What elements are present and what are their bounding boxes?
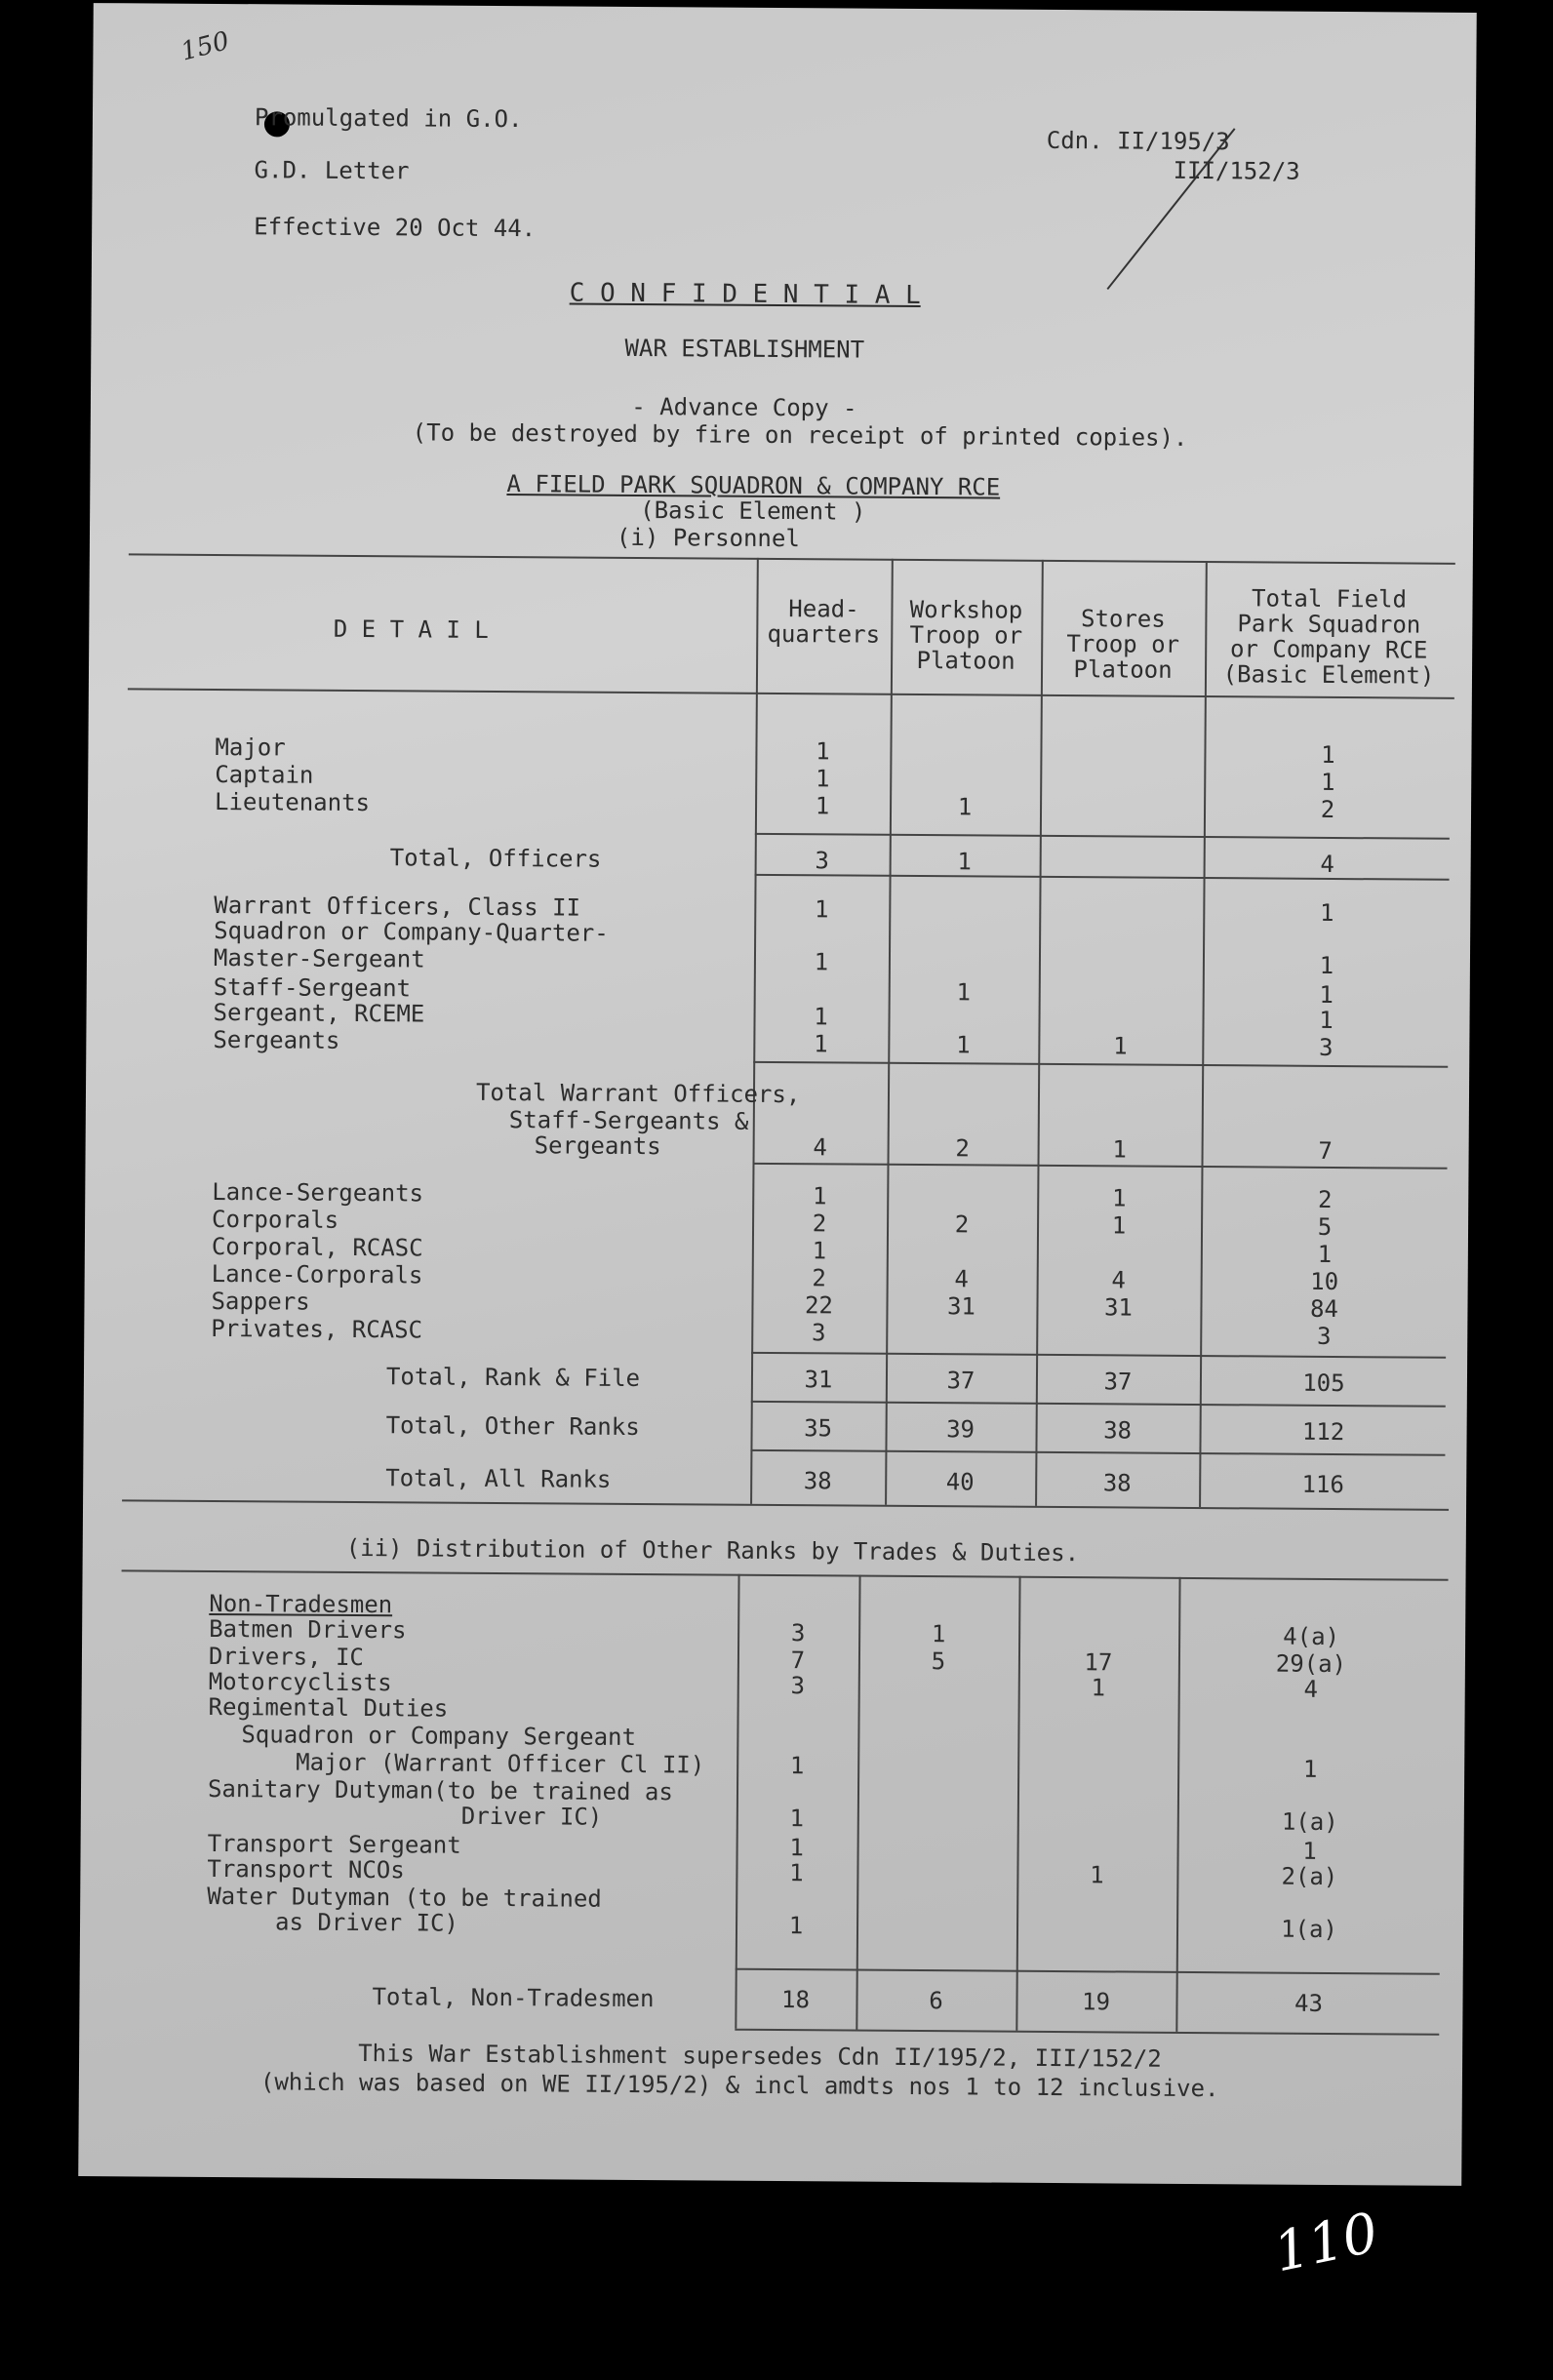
cell-ws: 1 (957, 793, 973, 821)
cell-st (1040, 1083, 1200, 1084)
cell-tot: 1 (1321, 740, 1335, 769)
cell-tot: 112 (1301, 1417, 1345, 1447)
cell-ws (858, 1913, 1015, 1914)
cell-st (1041, 950, 1201, 951)
confidential-heading: C O N F I D E N T I A L (569, 278, 921, 311)
st-header-1: Stores (1080, 605, 1166, 633)
cell-hq: 1 (812, 1182, 827, 1210)
cell-hq: 2 (812, 1264, 827, 1292)
row-label: Squadron or Company-Quarter- (214, 916, 609, 947)
row-label: Batmen Drivers (209, 1614, 407, 1645)
cell-tot: 1(a) (1281, 1807, 1338, 1837)
cell-st (1019, 1836, 1175, 1837)
basic-element: (Basic Element ) (640, 496, 866, 526)
cell-ws (891, 896, 1037, 897)
cell-hq: 22 (804, 1291, 834, 1320)
cell-ws (859, 1835, 1015, 1836)
cell-ws (893, 738, 1039, 739)
cell-tot: 1 (1317, 1240, 1333, 1268)
cell-st: 17 (1084, 1648, 1113, 1677)
cell-ws (889, 1183, 1035, 1184)
cell-ws (860, 1595, 1016, 1596)
cell-st: 1 (1111, 1184, 1127, 1212)
cell-st: 1 (1112, 1135, 1127, 1164)
row-label: Captain (215, 760, 314, 789)
cell-tot: 29(a) (1275, 1649, 1347, 1679)
row-label: Major (Warrant Officer Cl II) (296, 1748, 705, 1779)
cell-ws: 39 (946, 1415, 976, 1444)
tot-header-3: or Company RCE (1229, 635, 1428, 664)
trades-total-bottom (735, 2029, 1439, 2036)
cell-ws: 2 (955, 1134, 970, 1163)
cell-hq: 3 (790, 1672, 806, 1700)
cell-hq: 35 (804, 1414, 833, 1443)
row-label: Total, Officers (389, 844, 602, 873)
supersedes-line-2: (which was based on WE II/195/2) & incl amdts nos 1 to 12 inclusive. (259, 2068, 1219, 2103)
row-label: Sergeants (213, 1025, 340, 1054)
reference-1: Cdn. II/195/3 (1046, 126, 1230, 156)
cell-ws: 40 (945, 1468, 975, 1496)
cell-st (1019, 1781, 1175, 1782)
cell-hq: 3 (790, 1619, 806, 1647)
cell-tot: 1 (1319, 1006, 1334, 1034)
cell-tot: 3 (1319, 1033, 1334, 1061)
cell-st: 4 (1111, 1266, 1126, 1294)
row-label: Drivers, IC (208, 1642, 365, 1672)
cell-ws: 5 (931, 1647, 946, 1676)
destroy-note: (To be destroyed by fire on receipt of printed copies). (412, 418, 1188, 452)
row-label: Water Dutyman (to be trained (207, 1882, 602, 1913)
cell-tot: 7 (1318, 1136, 1333, 1165)
document-page (78, 3, 1477, 2186)
row-label: Total, Other Ranks (385, 1411, 640, 1442)
cell-ws (890, 1082, 1036, 1083)
row-label: Warrant Officers, Class II (214, 891, 581, 922)
cell-st: 19 (1081, 1988, 1111, 2016)
cell-st: 1 (1090, 1861, 1104, 1889)
row-label: Total, Non-Tradesmen (372, 1983, 655, 2013)
st-header-2: Troop or (1066, 630, 1180, 658)
cell-st (1019, 1726, 1175, 1727)
row-label: Corporal, RCASC (211, 1232, 423, 1262)
cell-tot: 2 (1317, 1185, 1333, 1213)
cell-hq: 18 (780, 1986, 811, 2014)
cell-hq: 7 (790, 1646, 806, 1675)
tot-header-4: (Basic Element) (1222, 660, 1435, 690)
cell-st: 31 (1103, 1293, 1134, 1322)
table-mid-rule (122, 1499, 1449, 1510)
tot-header-2: Park Squadron (1237, 610, 1421, 639)
cell-tot: 105 (1302, 1368, 1345, 1398)
cell-hq: 1 (816, 737, 830, 766)
cell-ws: 4 (954, 1265, 969, 1293)
cell-tot: 5 (1317, 1212, 1333, 1241)
cell-tot: 1 (1319, 951, 1334, 979)
cell-st (1042, 767, 1202, 768)
cell-hq (739, 1594, 856, 1595)
cell-ws (860, 1698, 1016, 1699)
cell-ws (891, 949, 1037, 950)
cell-ws: 1 (957, 848, 972, 876)
cell-st: 1 (1113, 1032, 1128, 1060)
row-label: Major (215, 733, 286, 762)
cell-tot: 1 (1319, 898, 1334, 927)
cell-tot: 4(a) (1283, 1622, 1340, 1651)
cell-hq (738, 1725, 856, 1726)
supersedes-line-1: This War Establishment supersedes Cdn II/195/2, III/152/2 (358, 2040, 1162, 2073)
cell-hq: 1 (814, 1003, 828, 1031)
page-number: 110 (1268, 2201, 1384, 2285)
ws-header-2: Troop or (909, 620, 1023, 650)
cell-st (1041, 1005, 1201, 1006)
cell-hq: 1 (814, 895, 829, 924)
cell-tot: 4 (1303, 1675, 1319, 1703)
advance-copy: - Advance Copy - (631, 392, 857, 422)
cell-tot: 1 (1320, 768, 1335, 796)
cell-tot: 1 (1302, 1837, 1317, 1865)
cell-tot: 3 (1316, 1322, 1332, 1350)
cell-st (1019, 1754, 1175, 1755)
cell-ws (859, 1860, 1015, 1861)
row-label: Sappers (211, 1287, 310, 1316)
cell-st (1018, 1914, 1175, 1915)
effective-line: Effective 20 Oct 44. (254, 213, 537, 243)
promulgated-line: Promulgated in G.O. (254, 103, 523, 134)
cell-ws: 6 (929, 1987, 943, 2015)
cell-tot (1204, 1111, 1448, 1113)
cell-hq: 3 (811, 1319, 826, 1347)
reference-2: III/152/3 (1173, 156, 1300, 185)
cell-ws (891, 922, 1037, 923)
cell-hq: 2 (812, 1210, 827, 1238)
personnel-section: (i) Personnel (616, 523, 800, 553)
cell-hq: 4 (813, 1133, 827, 1162)
cell-st (1043, 739, 1203, 740)
cell-tot: 1 (1319, 980, 1334, 1009)
cell-ws: 1 (931, 1620, 946, 1648)
cell-st (1042, 794, 1202, 795)
trades-total-top (736, 1968, 1440, 1975)
row-label: Driver IC) (460, 1802, 603, 1831)
row-label: Sergeants (534, 1131, 661, 1161)
detail-header: D E T A I L (333, 615, 489, 644)
cell-tot (1204, 1084, 1448, 1086)
cell-st: 1 (1111, 1211, 1127, 1240)
cell-ws: 1 (956, 978, 972, 1007)
cell-ws (859, 1753, 1015, 1754)
cell-hq: 38 (803, 1467, 832, 1495)
row-label: Squadron or Company Sergeant (241, 1721, 637, 1752)
cell-hq: 1 (788, 1912, 804, 1940)
cell-ws (859, 1805, 1015, 1806)
ws-header-3: Platoon (916, 646, 1015, 675)
row-label: as Driver IC) (274, 1908, 459, 1937)
trades-rule-3 (1015, 1576, 1020, 2031)
cell-st: 1 (1091, 1674, 1106, 1702)
cell-hq (756, 977, 887, 978)
letter-line: G.D. Letter (254, 156, 410, 185)
cell-hq: 1 (814, 948, 829, 976)
row-label: Total Warrant Officers, (475, 1078, 801, 1109)
row-label: Corporals (211, 1205, 339, 1234)
cell-tot: 4 (1320, 850, 1334, 878)
hq-header-2: quarters (767, 619, 881, 649)
row-label: Motorcyclists (208, 1667, 392, 1697)
row-label: Non-Tradesmen (209, 1589, 393, 1619)
rule-or-bottom (750, 1449, 1445, 1456)
cell-tot: 1 (1302, 1755, 1318, 1783)
row-label: Lance-Sergeants (212, 1177, 424, 1208)
rule-officers-top (755, 833, 1450, 840)
cell-hq: 1 (789, 1859, 804, 1887)
cell-ws: 1 (956, 1031, 971, 1059)
hq-header-1: Head- (788, 595, 859, 623)
cell-st (1040, 1110, 1200, 1111)
row-label: Total, Rank & File (385, 1363, 641, 1393)
cell-hq: 1 (814, 1030, 828, 1058)
corner-mark: 150 (178, 26, 233, 67)
cell-hq: 1 (789, 1834, 804, 1862)
row-label: Regimental Duties (208, 1692, 449, 1723)
row-label: Transport Sergeant (207, 1829, 461, 1859)
cell-st (1041, 923, 1201, 924)
cell-st: 38 (1103, 1416, 1133, 1445)
row-label: Master-Sergeant (213, 943, 425, 973)
cell-hq: 1 (815, 792, 830, 820)
cell-ws (858, 1887, 1015, 1888)
table-top-rule (129, 553, 1455, 564)
cell-hq: 1 (815, 765, 830, 793)
row-label: Lieutenants (214, 787, 371, 817)
row-label: Lance-Corporals (211, 1259, 423, 1289)
cell-ws: 37 (946, 1367, 976, 1395)
cell-tot: 116 (1301, 1470, 1344, 1499)
row-label: Sanitary Dutyman(to be trained as (207, 1774, 673, 1806)
cell-st (1019, 1806, 1175, 1807)
row-label: Transport NCOs (207, 1854, 405, 1884)
cell-hq: 3 (815, 847, 829, 875)
cell-hq: 31 (804, 1366, 833, 1394)
cell-tot: 84 (1309, 1294, 1339, 1324)
header-bottom-rule (128, 688, 1454, 698)
cell-ws (892, 766, 1038, 767)
cell-ws: 2 (954, 1210, 970, 1239)
st-header-3: Platoon (1073, 655, 1173, 684)
cell-tot: 10 (1310, 1267, 1339, 1296)
cell-st: 38 (1102, 1469, 1132, 1497)
row-label: Staff-Sergeants & (508, 1106, 749, 1135)
row-label: Total, All Ranks (385, 1464, 612, 1493)
cell-tot (1179, 1727, 1441, 1729)
cell-st (1020, 1596, 1176, 1597)
war-establishment-heading: WAR ESTABLISHMENT (624, 334, 865, 364)
rule-wo-top (753, 1061, 1448, 1068)
cell-tot: 43 (1294, 1989, 1324, 2017)
row-label: Sergeant, RCEME (213, 998, 425, 1028)
tot-header-1: Total Field (1251, 584, 1408, 614)
cell-st (1041, 979, 1201, 980)
cell-hq: 1 (812, 1237, 827, 1265)
cell-hq: 1 (789, 1752, 805, 1780)
cell-st (1041, 897, 1201, 898)
cell-tot: 1(a) (1281, 1915, 1338, 1944)
ws-header-1: Workshop (909, 595, 1023, 624)
cell-ws: 31 (946, 1292, 976, 1321)
cell-st: 37 (1103, 1368, 1133, 1396)
row-label: Staff-Sergeant (213, 972, 412, 1003)
unit-title: A FIELD PARK SQUADRON & COMPANY RCE (506, 470, 1001, 501)
cell-st (1042, 849, 1202, 850)
rule-rf-top (751, 1352, 1446, 1359)
row-label: Privates, RCASC (211, 1314, 423, 1344)
cell-ws (890, 1109, 1036, 1110)
trades-top-rule (122, 1569, 1449, 1580)
distribution-section: (ii) Distribution of Other Ranks by Trades & Duties. (345, 1533, 1080, 1567)
cell-ws (859, 1780, 1015, 1781)
cell-st (1020, 1621, 1176, 1622)
cell-hq: 1 (789, 1805, 805, 1833)
cell-tot (1180, 1597, 1442, 1599)
cell-tot: 2(a) (1281, 1862, 1338, 1891)
cell-tot: 2 (1320, 795, 1335, 823)
rule-rf-bottom (751, 1401, 1446, 1408)
